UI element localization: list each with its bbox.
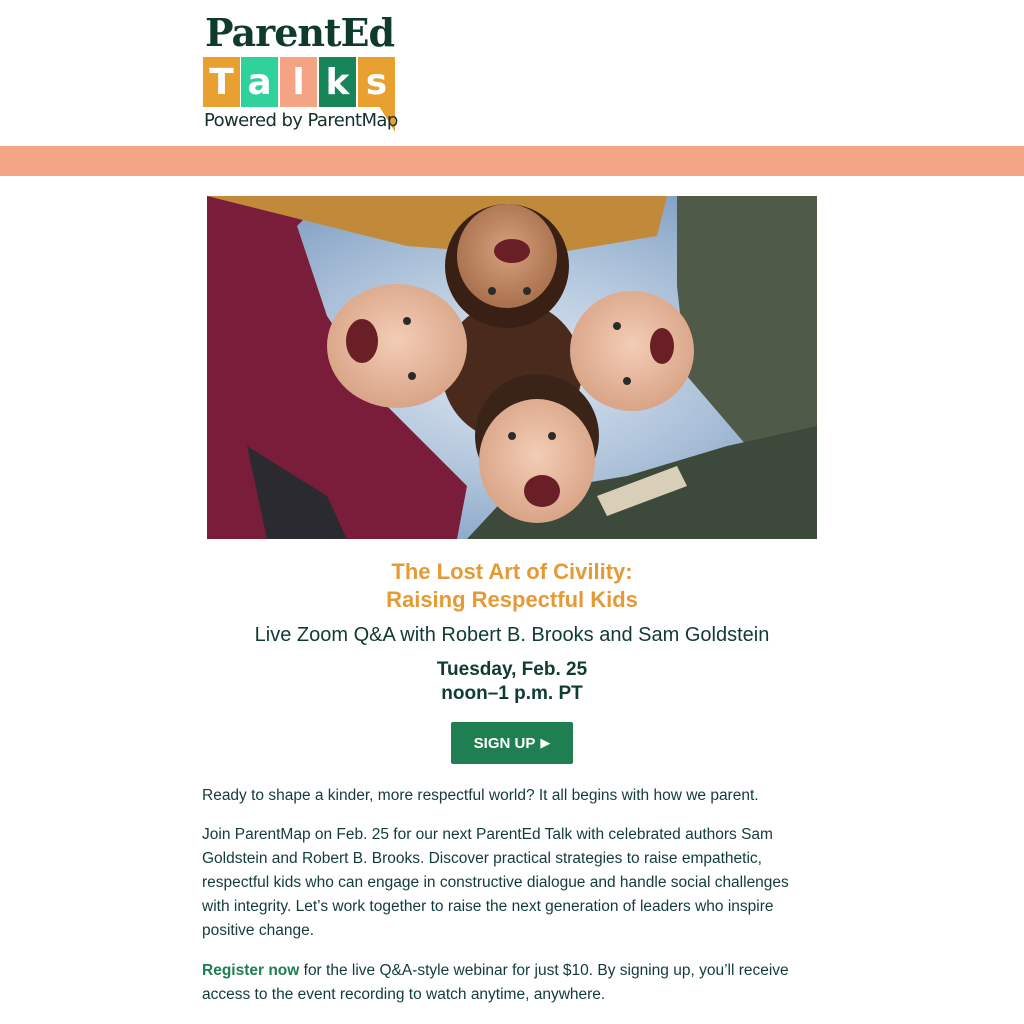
register-paragraph <box>202 959 814 1007</box>
event-subtitle: Live Zoom Q&A with Robert B. Brooks and Sam Goldstein <box>254 624 770 646</box>
logo-powered-by: Powered by ParentMap <box>204 110 398 131</box>
hero-illustration <box>207 196 817 539</box>
event-title <box>0 558 1024 614</box>
details-paragraph: Join ParentMap on Feb. 25 for our next ParentEd Talk with celebrated authors Sam Goldstein and Robert B. Brooks. Discover practical strategies to raise empathetic, respectful kids who can engage in constructive dialogue and handle social challenges with integrity. Let’s work together to raise the next generation of leaders who inspire positive change. <box>202 826 789 939</box>
logo-tile-a: a <box>241 57 278 107</box>
intro-paragraph: Ready to shape a kinder, more respectful world? It all begins with how we parent. <box>202 787 759 804</box>
event-time: noon–1 p.m. PT <box>441 683 583 704</box>
hero-image[interactable] <box>207 196 817 539</box>
play-arrow-icon: ▶ <box>540 735 551 750</box>
parented-talks-logo[interactable] <box>203 10 398 138</box>
register-paragraph-text: for the live Q&A-style webinar for just $10. By signing up, you’ll receive access to the event recording to watch anytime, anywhere. <box>202 962 789 1003</box>
sign-up-button[interactable] <box>451 722 573 764</box>
logo-tile-t: T <box>203 57 240 107</box>
logo-talks-tiles <box>203 57 395 111</box>
register-now-link[interactable]: Register now <box>202 962 300 979</box>
header-divider-band <box>0 146 1024 176</box>
event-title-line1: The Lost Art of Civility: <box>391 559 633 584</box>
logo-tile-k: k <box>319 57 356 107</box>
logo-tile-s: s <box>358 57 395 107</box>
event-date: Tuesday, Feb. 25 <box>436 659 588 680</box>
sign-up-label: SIGN UP <box>473 734 536 752</box>
logo-wordmark: ParentEd <box>205 10 395 55</box>
logo-tile-l: l <box>280 57 317 107</box>
event-datetime <box>0 658 1024 706</box>
event-title-line2: Raising Respectful Kids <box>386 587 638 612</box>
